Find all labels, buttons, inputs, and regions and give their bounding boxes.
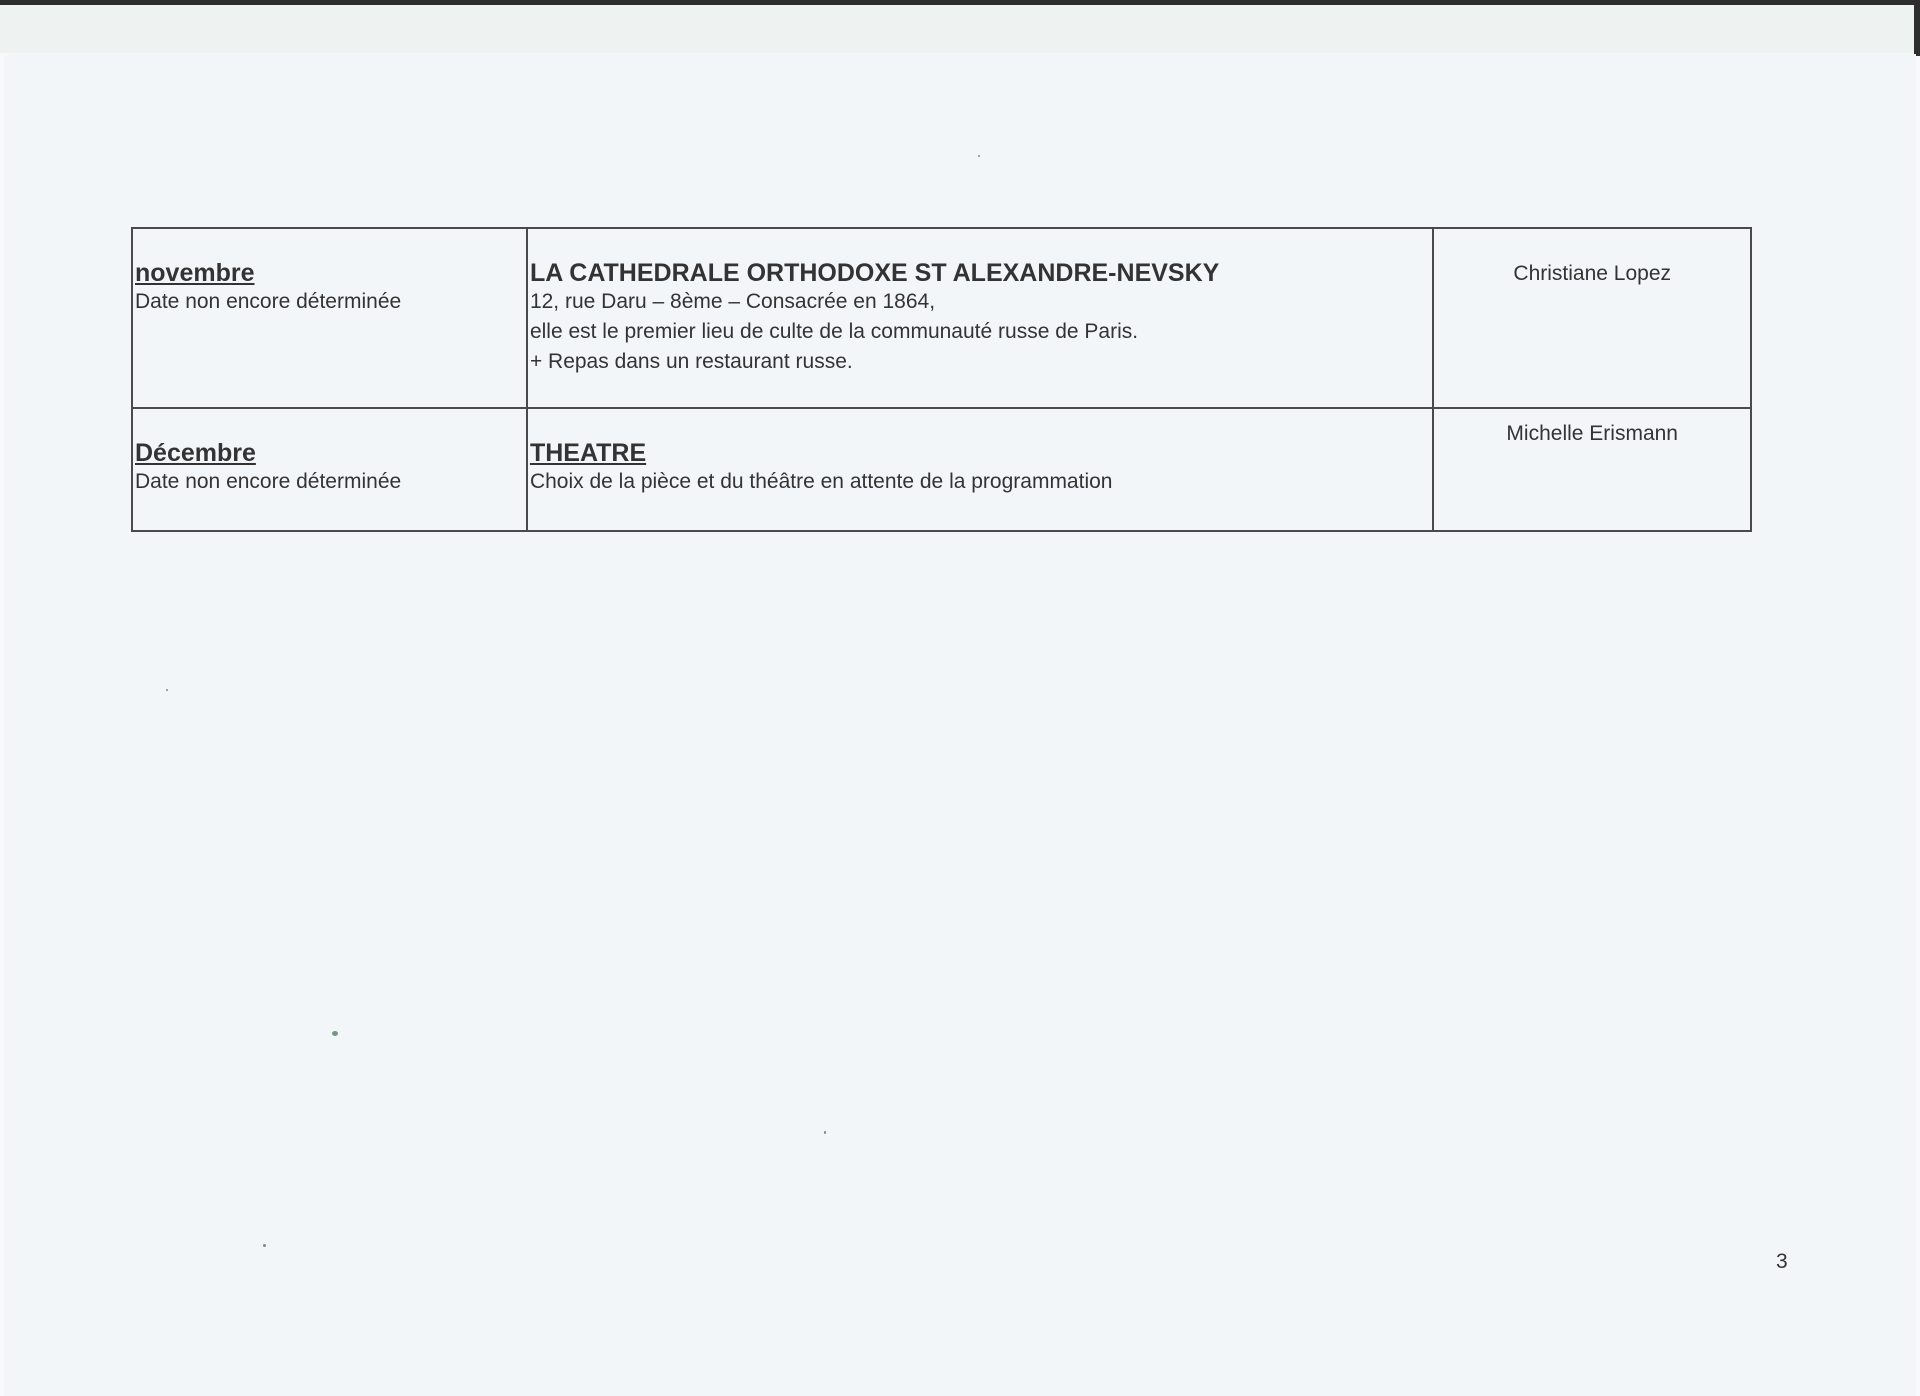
event-line: 12, rue Daru – 8ème – Consacrée en 1864, [529, 290, 936, 313]
scan-right-edge [1914, 0, 1920, 56]
date-cell [132, 408, 527, 531]
scan-speck [263, 1244, 266, 1247]
event-schedule-table [131, 227, 1752, 532]
scan-top-strip [0, 5, 1920, 53]
contact-cell: Christiane Lopez [1433, 228, 1751, 408]
table-row [132, 408, 1751, 531]
scan-speck [166, 689, 168, 691]
date-note: Date non encore déterminée [135, 470, 402, 493]
month-label: Décembre [135, 439, 256, 467]
event-title: THEATRE [529, 439, 647, 467]
event-line: + Repas dans un restaurant russe. [529, 350, 853, 373]
event-cell [527, 228, 1433, 408]
event-line: Choix de la pièce et du théâtre en attente de la programmation [529, 470, 1113, 493]
contact-cell: Michelle Erismann [1433, 408, 1751, 531]
page-number: 3 [1776, 1250, 1788, 1273]
scan-speck [332, 1031, 338, 1036]
table-row [132, 228, 1751, 408]
scan-speck [824, 1131, 826, 1134]
event-title: LA CATHEDRALE ORTHODOXE ST ALEXANDRE-NEVSKY [529, 259, 1220, 287]
scan-speck [978, 155, 980, 157]
event-cell [527, 408, 1433, 531]
date-note: Date non encore déterminée [135, 290, 402, 313]
month-label: novembre [135, 259, 255, 287]
event-line: elle est le premier lieu de culte de la communauté russe de Paris. [529, 320, 1139, 343]
date-cell [132, 228, 527, 408]
